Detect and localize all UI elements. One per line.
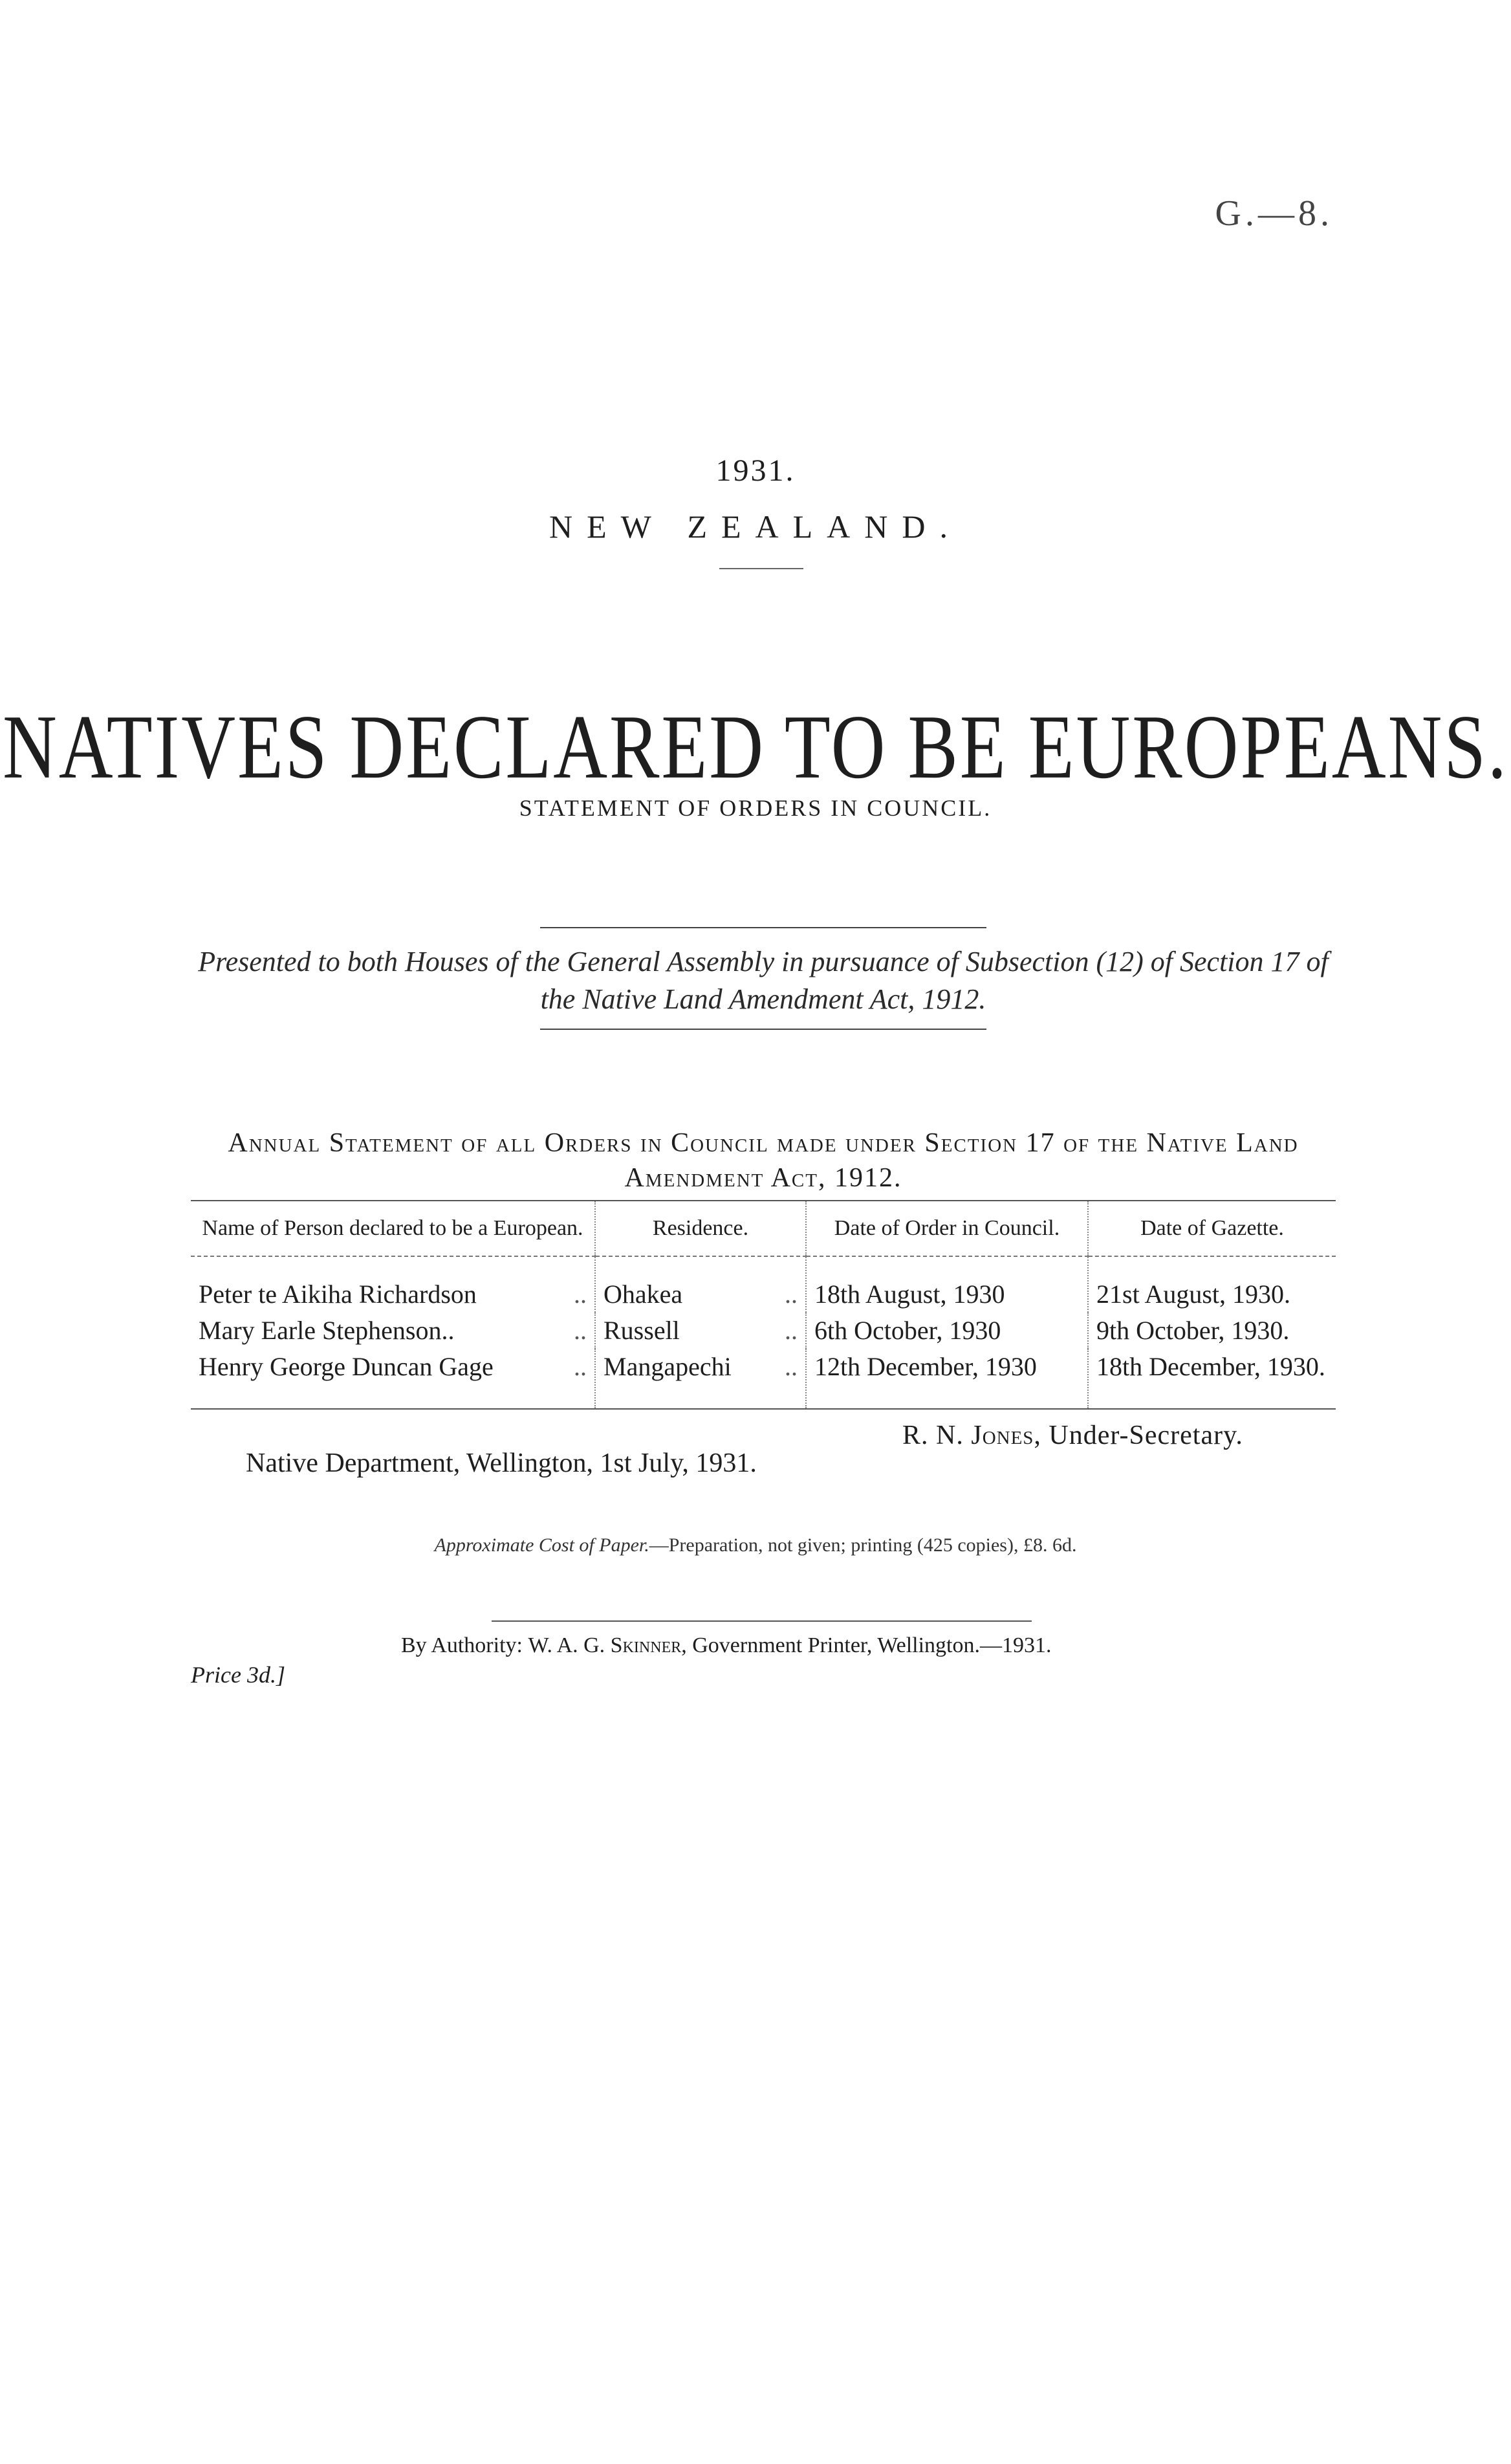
person-name: Peter te Aikiha Richardson [199,1280,477,1309]
name-cell [191,1349,595,1409]
presented-note: Presented to both Houses of the General Assembly in pursuance of Subsection (12) of Section 17 of the Native Land Amendment Act, 1912. [198,946,1329,1015]
residence-cell [595,1313,806,1349]
gazette-date-cell: 21st August, 1930. [1088,1256,1336,1313]
order-date-cell: 18th August, 1930 [806,1256,1088,1313]
page-reference: G.—8. [1215,193,1333,234]
leader-dots: .. [574,1316,587,1345]
presented-bottom-rule [540,1029,986,1030]
cost-label: Approximate Cost of Paper. [434,1534,649,1556]
order-date-cell: 12th December, 1930 [806,1349,1088,1409]
signer-title: , Under-Secretary. [1034,1421,1243,1450]
residence: Russell [603,1316,680,1345]
document-year: 1931. [715,453,796,488]
leader-dots: .. [785,1352,798,1381]
column-header-name: Name of Person declared to be a European. [191,1201,595,1256]
subtitle: STATEMENT OF ORDERS IN COUNCIL. [519,795,992,821]
person-name: Henry George Duncan Gage [199,1352,494,1381]
leader-dots: .. [574,1352,587,1381]
statement-heading-line2: Amendment Act, 1912. [624,1163,902,1193]
column-header-gazette-date: Date of Gazette. [1088,1201,1336,1256]
residence: Ohakea [603,1280,683,1309]
leader-dots: .. [785,1280,798,1309]
orders-table [191,1200,1336,1410]
statement-heading-line1: Annual Statement of all Orders in Council made under Section 17 of the Native Land [228,1128,1299,1158]
residence: Mangapechi [603,1352,732,1381]
title-divider [719,568,803,569]
residence-cell [595,1349,806,1409]
leader-dots: .. [785,1316,798,1345]
signer-name: R. N. Jones [902,1421,1034,1450]
country-heading: NEW ZEALAND. [549,508,962,545]
authority-prefix: By Authority: [401,1633,523,1657]
column-header-order-date: Date of Order in Council. [806,1201,1088,1256]
main-title: NATIVES DECLARED TO BE EUROPEANS. [3,697,1508,798]
cost-of-paper [0,1534,1511,1556]
department-dateline: Native Department, Wellington, 1st July, 1931. [246,1448,757,1478]
leader-dots: .. [574,1280,587,1309]
name-cell [191,1313,595,1349]
gazette-date-cell: 9th October, 1930. [1088,1313,1336,1349]
table-row [191,1313,1336,1349]
cost-text: —Preparation, not given; printing (425 copies), £8. 6d. [649,1534,1077,1556]
printer-name: W. A. G. Skinner [528,1633,682,1657]
authority-suffix: , Government Printer, Wellington.—1931. [681,1633,1052,1657]
imprint-rule [492,1620,1032,1622]
statement-heading [191,1126,1336,1195]
person-name: Mary Earle Stephenson.. [199,1316,455,1345]
residence-cell [595,1256,806,1313]
presented-top-rule [540,927,986,928]
table-row [191,1256,1336,1313]
table-header-row [191,1201,1336,1256]
name-cell [191,1256,595,1313]
signature-line [902,1420,1243,1451]
gazette-date-cell: 18th December, 1930. [1088,1349,1336,1409]
column-header-residence: Residence. [595,1201,806,1256]
printer-imprint [401,1633,1052,1658]
table-row [191,1349,1336,1409]
order-date-cell: 6th October, 1930 [806,1313,1088,1349]
price: Price 3d.] [191,1662,285,1688]
